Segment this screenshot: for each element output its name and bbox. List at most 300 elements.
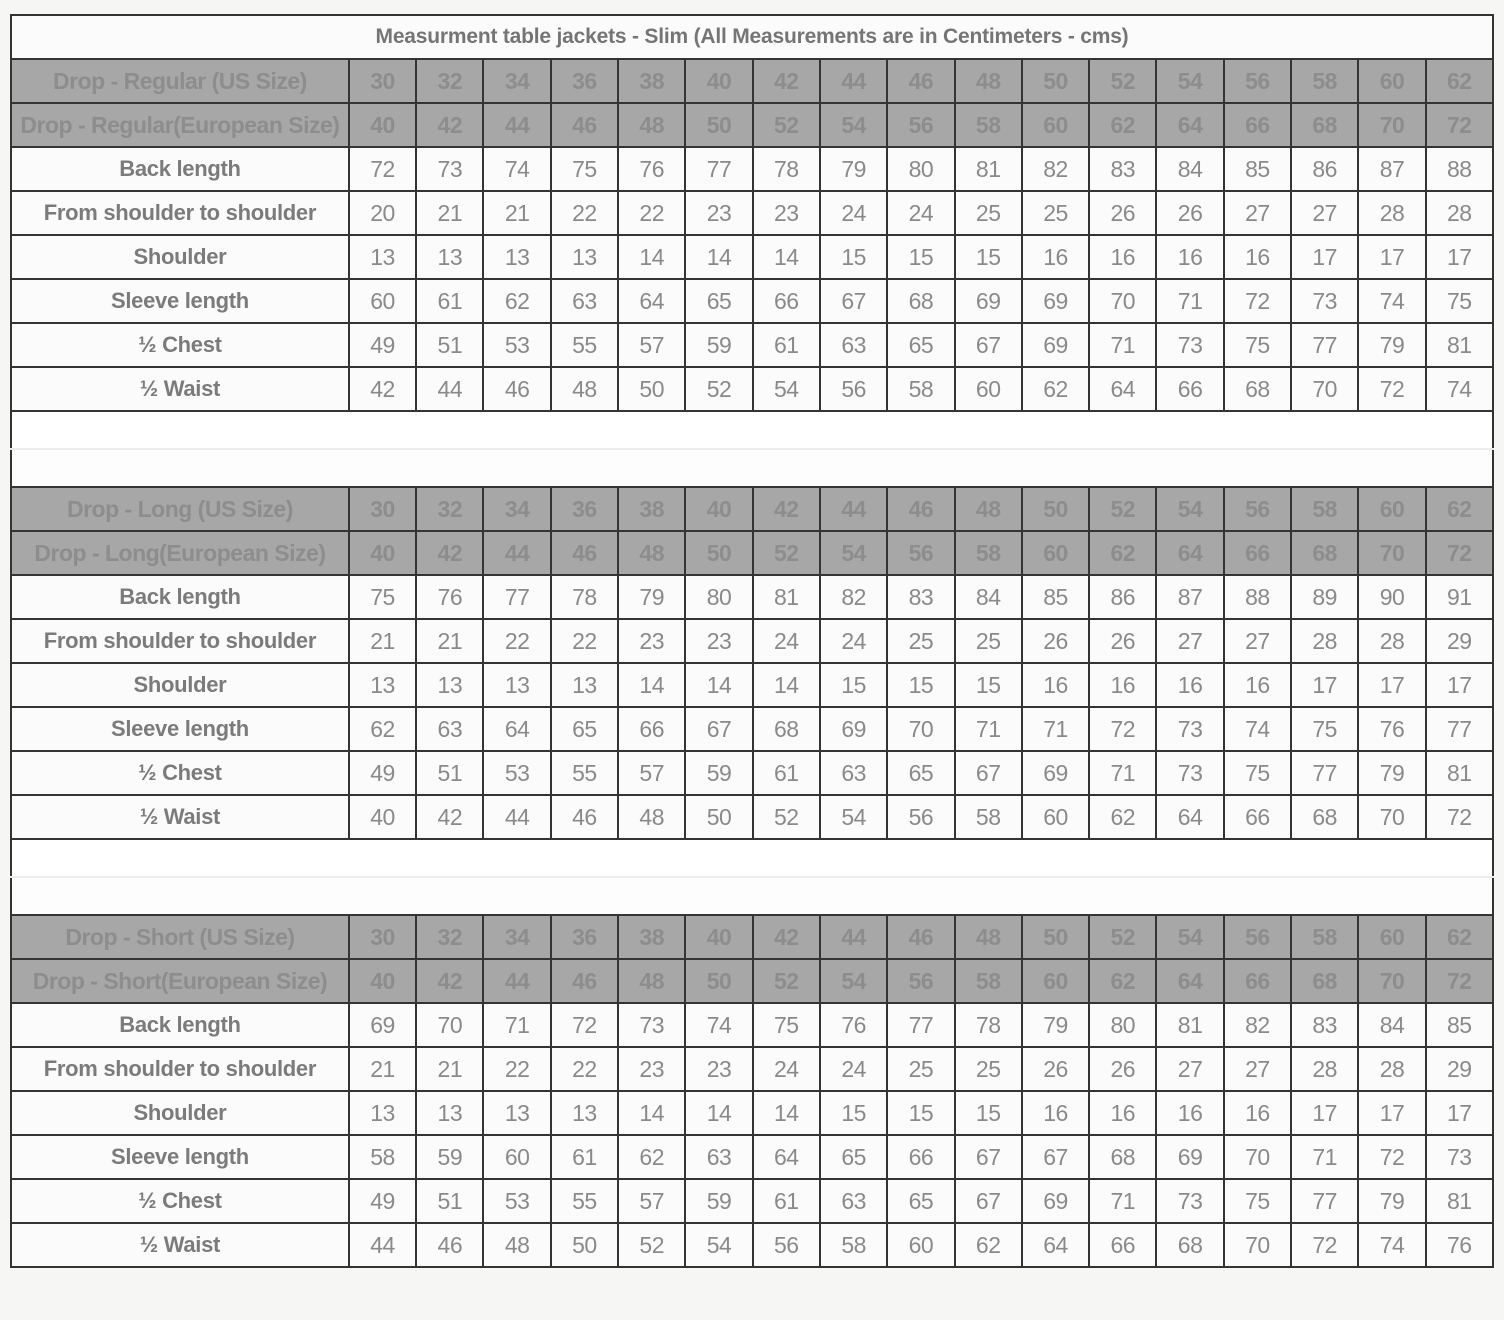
- size-header-cell: 66: [1224, 531, 1291, 575]
- measurement-cell: 62: [483, 279, 550, 323]
- measurement-cell: 13: [483, 235, 550, 279]
- measurement-cell: 56: [820, 367, 887, 411]
- measurement-cell: 48: [618, 795, 685, 839]
- size-header-cell: 68: [1291, 959, 1358, 1003]
- measurement-cell: 51: [416, 1179, 483, 1223]
- measurement-cell: 52: [618, 1223, 685, 1267]
- size-header-cell: 62: [1426, 915, 1493, 959]
- measurement-cell: 77: [1291, 1179, 1358, 1223]
- measurement-cell: 55: [551, 323, 618, 367]
- size-header-cell: 56: [887, 103, 954, 147]
- measurement-cell: 83: [1291, 1003, 1358, 1047]
- measurement-row: [11, 279, 1493, 323]
- measurement-cell: 73: [1291, 279, 1358, 323]
- measurement-cell: 53: [483, 323, 550, 367]
- measurement-cell: 23: [618, 619, 685, 663]
- measurement-cell: 16: [1022, 235, 1089, 279]
- measurement-cell: 68: [753, 707, 820, 751]
- size-header-cell: 56: [1224, 59, 1291, 103]
- size-header-cell: 46: [887, 487, 954, 531]
- measurement-cell: 60: [349, 279, 416, 323]
- measurement-row: [11, 1135, 1493, 1179]
- measurement-cell: 75: [1426, 279, 1493, 323]
- measurement-cell: 79: [1022, 1003, 1089, 1047]
- measurement-cell: 65: [887, 1179, 954, 1223]
- measurement-cell: 17: [1358, 235, 1425, 279]
- measurement-cell: 68: [1291, 795, 1358, 839]
- measurement-cell: 15: [887, 235, 954, 279]
- measurement-cell: 74: [1426, 367, 1493, 411]
- size-header-cell: 46: [887, 59, 954, 103]
- measurement-cell: 62: [1022, 367, 1089, 411]
- measurement-cell: 69: [1022, 751, 1089, 795]
- measurement-row-label: Back length: [11, 1003, 349, 1047]
- measurement-cell: 78: [551, 575, 618, 619]
- measurement-row: [11, 147, 1493, 191]
- size-header-cell: 54: [1156, 487, 1223, 531]
- measurement-cell: 58: [820, 1223, 887, 1267]
- measurement-row: [11, 1047, 1493, 1091]
- measurement-cell: 29: [1426, 619, 1493, 663]
- measurement-cell: 87: [1156, 575, 1223, 619]
- measurement-cell: 79: [1358, 1179, 1425, 1223]
- size-header-cell: 38: [618, 915, 685, 959]
- measurement-cell: 27: [1224, 1047, 1291, 1091]
- measurement-cell: 85: [1022, 575, 1089, 619]
- section-gap-row: [11, 839, 1493, 877]
- size-header-label: Drop - Long (US Size): [11, 487, 349, 531]
- measurement-cell: 73: [416, 147, 483, 191]
- measurement-cell: 86: [1291, 147, 1358, 191]
- size-header-cell: 50: [1022, 59, 1089, 103]
- measurement-cell: 24: [820, 191, 887, 235]
- measurement-cell: 28: [1291, 619, 1358, 663]
- size-header-cell: 32: [416, 59, 483, 103]
- measurement-cell: 27: [1291, 191, 1358, 235]
- measurement-cell: 83: [887, 575, 954, 619]
- measurement-cell: 65: [820, 1135, 887, 1179]
- measurement-row-label: Back length: [11, 147, 349, 191]
- size-header-cell: 44: [820, 59, 887, 103]
- measurement-cell: 57: [618, 751, 685, 795]
- measurement-cell: 80: [685, 575, 752, 619]
- size-header-cell: 46: [551, 959, 618, 1003]
- measurement-row-label: From shoulder to shoulder: [11, 1047, 349, 1091]
- measurement-cell: 87: [1358, 147, 1425, 191]
- measurement-cell: 75: [1224, 1179, 1291, 1223]
- measurement-cell: 68: [1089, 1135, 1156, 1179]
- measurement-cell: 72: [1358, 367, 1425, 411]
- measurement-cell: 65: [887, 751, 954, 795]
- measurement-cell: 44: [416, 367, 483, 411]
- measurement-cell: 56: [753, 1223, 820, 1267]
- measurement-cell: 16: [1022, 1091, 1089, 1135]
- measurement-cell: 57: [618, 323, 685, 367]
- measurement-cell: 26: [1022, 619, 1089, 663]
- measurement-cell: 61: [753, 751, 820, 795]
- measurement-cell: 26: [1089, 1047, 1156, 1091]
- measurement-cell: 67: [955, 751, 1022, 795]
- measurement-cell: 71: [1089, 751, 1156, 795]
- measurement-cell: 44: [483, 795, 550, 839]
- size-header-cell: 42: [416, 531, 483, 575]
- section-gap-cell: [11, 449, 1493, 487]
- size-header-cell: 30: [349, 487, 416, 531]
- measurement-row: [11, 1179, 1493, 1223]
- measurement-cell: 63: [820, 323, 887, 367]
- measurement-cell: 24: [820, 1047, 887, 1091]
- measurement-cell: 17: [1291, 235, 1358, 279]
- size-header-cell: 34: [483, 487, 550, 531]
- measurement-cell: 22: [483, 619, 550, 663]
- measurement-cell: 70: [887, 707, 954, 751]
- measurement-cell: 81: [955, 147, 1022, 191]
- measurement-cell: 14: [685, 235, 752, 279]
- measurement-cell: 69: [1022, 279, 1089, 323]
- measurement-cell: 16: [1089, 235, 1156, 279]
- measurement-cell: 69: [349, 1003, 416, 1047]
- measurement-cell: 48: [483, 1223, 550, 1267]
- section-gap-row: [11, 411, 1493, 449]
- size-header-cell: 44: [483, 959, 550, 1003]
- measurement-cell: 70: [1291, 367, 1358, 411]
- measurement-cell: 75: [551, 147, 618, 191]
- measurement-cell: 71: [1291, 1135, 1358, 1179]
- size-header-cell: 72: [1426, 531, 1493, 575]
- measurement-cell: 91: [1426, 575, 1493, 619]
- measurement-cell: 68: [887, 279, 954, 323]
- measurement-cell: 17: [1291, 663, 1358, 707]
- measurement-cell: 64: [1156, 795, 1223, 839]
- measurement-cell: 73: [1156, 751, 1223, 795]
- measurement-cell: 15: [820, 663, 887, 707]
- measurement-cell: 73: [1156, 707, 1223, 751]
- size-header-cell: 54: [1156, 915, 1223, 959]
- measurement-cell: 77: [1291, 323, 1358, 367]
- measurement-cell: 77: [483, 575, 550, 619]
- measurement-cell: 66: [1224, 795, 1291, 839]
- measurement-cell: 16: [1022, 663, 1089, 707]
- measurement-cell: 75: [1224, 323, 1291, 367]
- measurement-cell: 79: [618, 575, 685, 619]
- measurement-cell: 26: [1156, 191, 1223, 235]
- measurement-cell: 63: [820, 751, 887, 795]
- measurement-cell: 15: [955, 235, 1022, 279]
- size-header-cell: 50: [1022, 487, 1089, 531]
- size-header-cell: 44: [483, 531, 550, 575]
- size-header-cell: 66: [1224, 103, 1291, 147]
- measurement-cell: 14: [753, 663, 820, 707]
- size-header-row-short: [11, 959, 1493, 1003]
- measurement-cell: 78: [955, 1003, 1022, 1047]
- measurement-cell: 67: [1022, 1135, 1089, 1179]
- size-header-cell: 38: [618, 487, 685, 531]
- measurement-cell: 21: [349, 1047, 416, 1091]
- measurement-cell: 15: [887, 663, 954, 707]
- measurement-cell: 13: [483, 1091, 550, 1135]
- measurement-cell: 64: [753, 1135, 820, 1179]
- measurement-cell: 59: [685, 1179, 752, 1223]
- size-header-cell: 30: [349, 915, 416, 959]
- measurement-cell: 82: [1022, 147, 1089, 191]
- measurement-table: [10, 14, 1494, 1268]
- measurement-cell: 13: [349, 235, 416, 279]
- measurement-cell: 81: [1426, 1179, 1493, 1223]
- measurement-cell: 25: [955, 191, 1022, 235]
- measurement-cell: 77: [1426, 707, 1493, 751]
- measurement-cell: 21: [349, 619, 416, 663]
- measurement-cell: 14: [618, 663, 685, 707]
- size-header-cell: 36: [551, 59, 618, 103]
- size-header-cell: 50: [1022, 915, 1089, 959]
- size-header-cell: 50: [685, 959, 752, 1003]
- measurement-cell: 13: [483, 663, 550, 707]
- measurement-row: [11, 707, 1493, 751]
- measurement-cell: 13: [551, 235, 618, 279]
- measurement-cell: 75: [349, 575, 416, 619]
- measurement-cell: 49: [349, 323, 416, 367]
- measurement-cell: 17: [1426, 663, 1493, 707]
- size-header-cell: 44: [483, 103, 550, 147]
- measurement-cell: 61: [416, 279, 483, 323]
- measurement-cell: 79: [1358, 323, 1425, 367]
- measurement-cell: 84: [1358, 1003, 1425, 1047]
- measurement-cell: 48: [551, 367, 618, 411]
- size-header-cell: 40: [349, 531, 416, 575]
- measurement-cell: 25: [1022, 191, 1089, 235]
- measurement-cell: 60: [483, 1135, 550, 1179]
- measurement-cell: 14: [753, 235, 820, 279]
- measurement-cell: 20: [349, 191, 416, 235]
- measurement-cell: 85: [1426, 1003, 1493, 1047]
- measurement-cell: 71: [955, 707, 1022, 751]
- measurement-cell: 67: [955, 1135, 1022, 1179]
- measurement-cell: 72: [551, 1003, 618, 1047]
- measurement-cell: 62: [955, 1223, 1022, 1267]
- measurement-cell: 64: [1022, 1223, 1089, 1267]
- size-header-cell: 36: [551, 915, 618, 959]
- measurement-cell: 28: [1291, 1047, 1358, 1091]
- size-header-cell: 56: [1224, 915, 1291, 959]
- measurement-cell: 81: [1156, 1003, 1223, 1047]
- size-header-cell: 42: [416, 959, 483, 1003]
- measurement-cell: 56: [887, 795, 954, 839]
- size-header-cell: 40: [685, 915, 752, 959]
- size-header-cell: 64: [1156, 103, 1223, 147]
- measurement-cell: 74: [1358, 279, 1425, 323]
- measurement-cell: 49: [349, 751, 416, 795]
- measurement-row-label: Shoulder: [11, 235, 349, 279]
- measurement-cell: 68: [1224, 367, 1291, 411]
- measurement-cell: 81: [1426, 323, 1493, 367]
- measurement-cell: 51: [416, 323, 483, 367]
- size-header-cell: 56: [887, 531, 954, 575]
- size-header-cell: 62: [1089, 959, 1156, 1003]
- size-header-cell: 72: [1426, 103, 1493, 147]
- table-body: [11, 59, 1493, 1267]
- size-header-cell: 48: [618, 959, 685, 1003]
- size-header-cell: 52: [753, 531, 820, 575]
- measurement-cell: 63: [820, 1179, 887, 1223]
- measurement-cell: 77: [887, 1003, 954, 1047]
- measurement-cell: 27: [1156, 1047, 1223, 1091]
- measurement-row: [11, 323, 1493, 367]
- measurement-cell: 64: [1089, 367, 1156, 411]
- measurement-cell: 14: [753, 1091, 820, 1135]
- size-header-cell: 70: [1358, 959, 1425, 1003]
- measurement-cell: 16: [1156, 663, 1223, 707]
- size-header-cell: 54: [820, 531, 887, 575]
- measurement-row-label: From shoulder to shoulder: [11, 191, 349, 235]
- measurement-cell: 73: [618, 1003, 685, 1047]
- measurement-cell: 13: [551, 663, 618, 707]
- size-header-cell: 42: [753, 59, 820, 103]
- measurement-cell: 67: [955, 1179, 1022, 1223]
- measurement-cell: 84: [955, 575, 1022, 619]
- measurement-row-label: Sleeve length: [11, 279, 349, 323]
- measurement-row-label: ½ Chest: [11, 1179, 349, 1223]
- measurement-cell: 66: [887, 1135, 954, 1179]
- measurement-cell: 23: [618, 1047, 685, 1091]
- measurement-row-label: Shoulder: [11, 663, 349, 707]
- measurement-cell: 53: [483, 751, 550, 795]
- size-header-cell: 48: [955, 59, 1022, 103]
- measurement-cell: 15: [887, 1091, 954, 1135]
- size-header-cell: 44: [820, 915, 887, 959]
- size-header-label: Drop - Short(European Size): [11, 959, 349, 1003]
- size-header-cell: 38: [618, 59, 685, 103]
- measurement-cell: 46: [416, 1223, 483, 1267]
- measurement-cell: 16: [1156, 1091, 1223, 1135]
- measurement-cell: 23: [753, 191, 820, 235]
- size-header-cell: 48: [618, 103, 685, 147]
- size-header-cell: 64: [1156, 531, 1223, 575]
- measurement-cell: 54: [685, 1223, 752, 1267]
- size-header-cell: 50: [685, 103, 752, 147]
- size-header-row-regular: [11, 59, 1493, 103]
- measurement-cell: 16: [1156, 235, 1223, 279]
- size-header-label: Drop - Long(European Size): [11, 531, 349, 575]
- measurement-cell: 62: [1089, 795, 1156, 839]
- measurement-cell: 61: [551, 1135, 618, 1179]
- size-header-row-long: [11, 531, 1493, 575]
- size-header-cell: 68: [1291, 531, 1358, 575]
- measurement-cell: 21: [483, 191, 550, 235]
- measurement-cell: 28: [1358, 619, 1425, 663]
- measurement-cell: 89: [1291, 575, 1358, 619]
- measurement-row-label: Back length: [11, 575, 349, 619]
- measurement-cell: 70: [1224, 1135, 1291, 1179]
- measurement-cell: 71: [1089, 323, 1156, 367]
- measurement-cell: 67: [820, 279, 887, 323]
- measurement-cell: 70: [416, 1003, 483, 1047]
- measurement-cell: 60: [1022, 795, 1089, 839]
- measurement-cell: 72: [1358, 1135, 1425, 1179]
- measurement-cell: 50: [618, 367, 685, 411]
- measurement-cell: 17: [1291, 1091, 1358, 1135]
- measurement-cell: 83: [1089, 147, 1156, 191]
- measurement-cell: 62: [349, 707, 416, 751]
- size-header-cell: 70: [1358, 103, 1425, 147]
- measurement-cell: 55: [551, 1179, 618, 1223]
- measurement-cell: 67: [685, 707, 752, 751]
- size-header-cell: 54: [1156, 59, 1223, 103]
- measurement-cell: 66: [753, 279, 820, 323]
- measurement-cell: 24: [753, 1047, 820, 1091]
- measurement-cell: 24: [820, 619, 887, 663]
- measurement-cell: 22: [618, 191, 685, 235]
- measurement-cell: 65: [685, 279, 752, 323]
- measurement-cell: 63: [551, 279, 618, 323]
- size-header-cell: 46: [551, 531, 618, 575]
- section-gap-cell: [11, 411, 1493, 449]
- measurement-cell: 69: [820, 707, 887, 751]
- measurement-cell: 73: [1156, 323, 1223, 367]
- measurement-cell: 27: [1224, 619, 1291, 663]
- measurement-cell: 72: [1089, 707, 1156, 751]
- measurement-row-label: Shoulder: [11, 1091, 349, 1135]
- size-header-cell: 60: [1358, 915, 1425, 959]
- measurement-cell: 51: [416, 751, 483, 795]
- measurement-cell: 75: [753, 1003, 820, 1047]
- measurement-cell: 21: [416, 619, 483, 663]
- measurement-cell: 26: [1022, 1047, 1089, 1091]
- measurement-cell: 61: [753, 323, 820, 367]
- size-header-cell: 64: [1156, 959, 1223, 1003]
- measurement-row-label: ½ Chest: [11, 751, 349, 795]
- measurement-cell: 72: [1224, 279, 1291, 323]
- measurement-row: [11, 619, 1493, 663]
- measurement-cell: 25: [955, 1047, 1022, 1091]
- measurement-cell: 71: [483, 1003, 550, 1047]
- measurement-cell: 16: [1089, 1091, 1156, 1135]
- measurement-cell: 13: [349, 1091, 416, 1135]
- measurement-row: [11, 795, 1493, 839]
- measurement-row-label: ½ Waist: [11, 367, 349, 411]
- size-header-cell: 60: [1022, 531, 1089, 575]
- size-header-cell: 36: [551, 487, 618, 531]
- size-header-row-long: [11, 487, 1493, 531]
- measurement-row: [11, 751, 1493, 795]
- measurement-cell: 70: [1358, 795, 1425, 839]
- measurement-cell: 25: [955, 619, 1022, 663]
- measurement-cell: 79: [1358, 751, 1425, 795]
- measurement-cell: 22: [551, 619, 618, 663]
- measurement-cell: 76: [618, 147, 685, 191]
- measurement-row-label: ½ Waist: [11, 795, 349, 839]
- measurement-cell: 84: [1156, 147, 1223, 191]
- measurement-cell: 66: [618, 707, 685, 751]
- size-header-cell: 62: [1089, 103, 1156, 147]
- size-header-cell: 42: [753, 915, 820, 959]
- measurement-cell: 77: [1291, 751, 1358, 795]
- measurement-cell: 63: [685, 1135, 752, 1179]
- measurement-cell: 24: [753, 619, 820, 663]
- measurement-cell: 26: [1089, 619, 1156, 663]
- size-header-cell: 40: [349, 103, 416, 147]
- size-header-label: Drop - Regular(European Size): [11, 103, 349, 147]
- measurement-cell: 59: [685, 323, 752, 367]
- measurement-cell: 29: [1426, 1047, 1493, 1091]
- measurement-cell: 14: [685, 663, 752, 707]
- size-header-label: Drop - Regular (US Size): [11, 59, 349, 103]
- size-header-cell: 32: [416, 487, 483, 531]
- measurement-cell: 71: [1089, 1179, 1156, 1223]
- measurement-cell: 13: [551, 1091, 618, 1135]
- size-header-cell: 60: [1358, 59, 1425, 103]
- measurement-cell: 85: [1224, 147, 1291, 191]
- size-header-cell: 58: [1291, 59, 1358, 103]
